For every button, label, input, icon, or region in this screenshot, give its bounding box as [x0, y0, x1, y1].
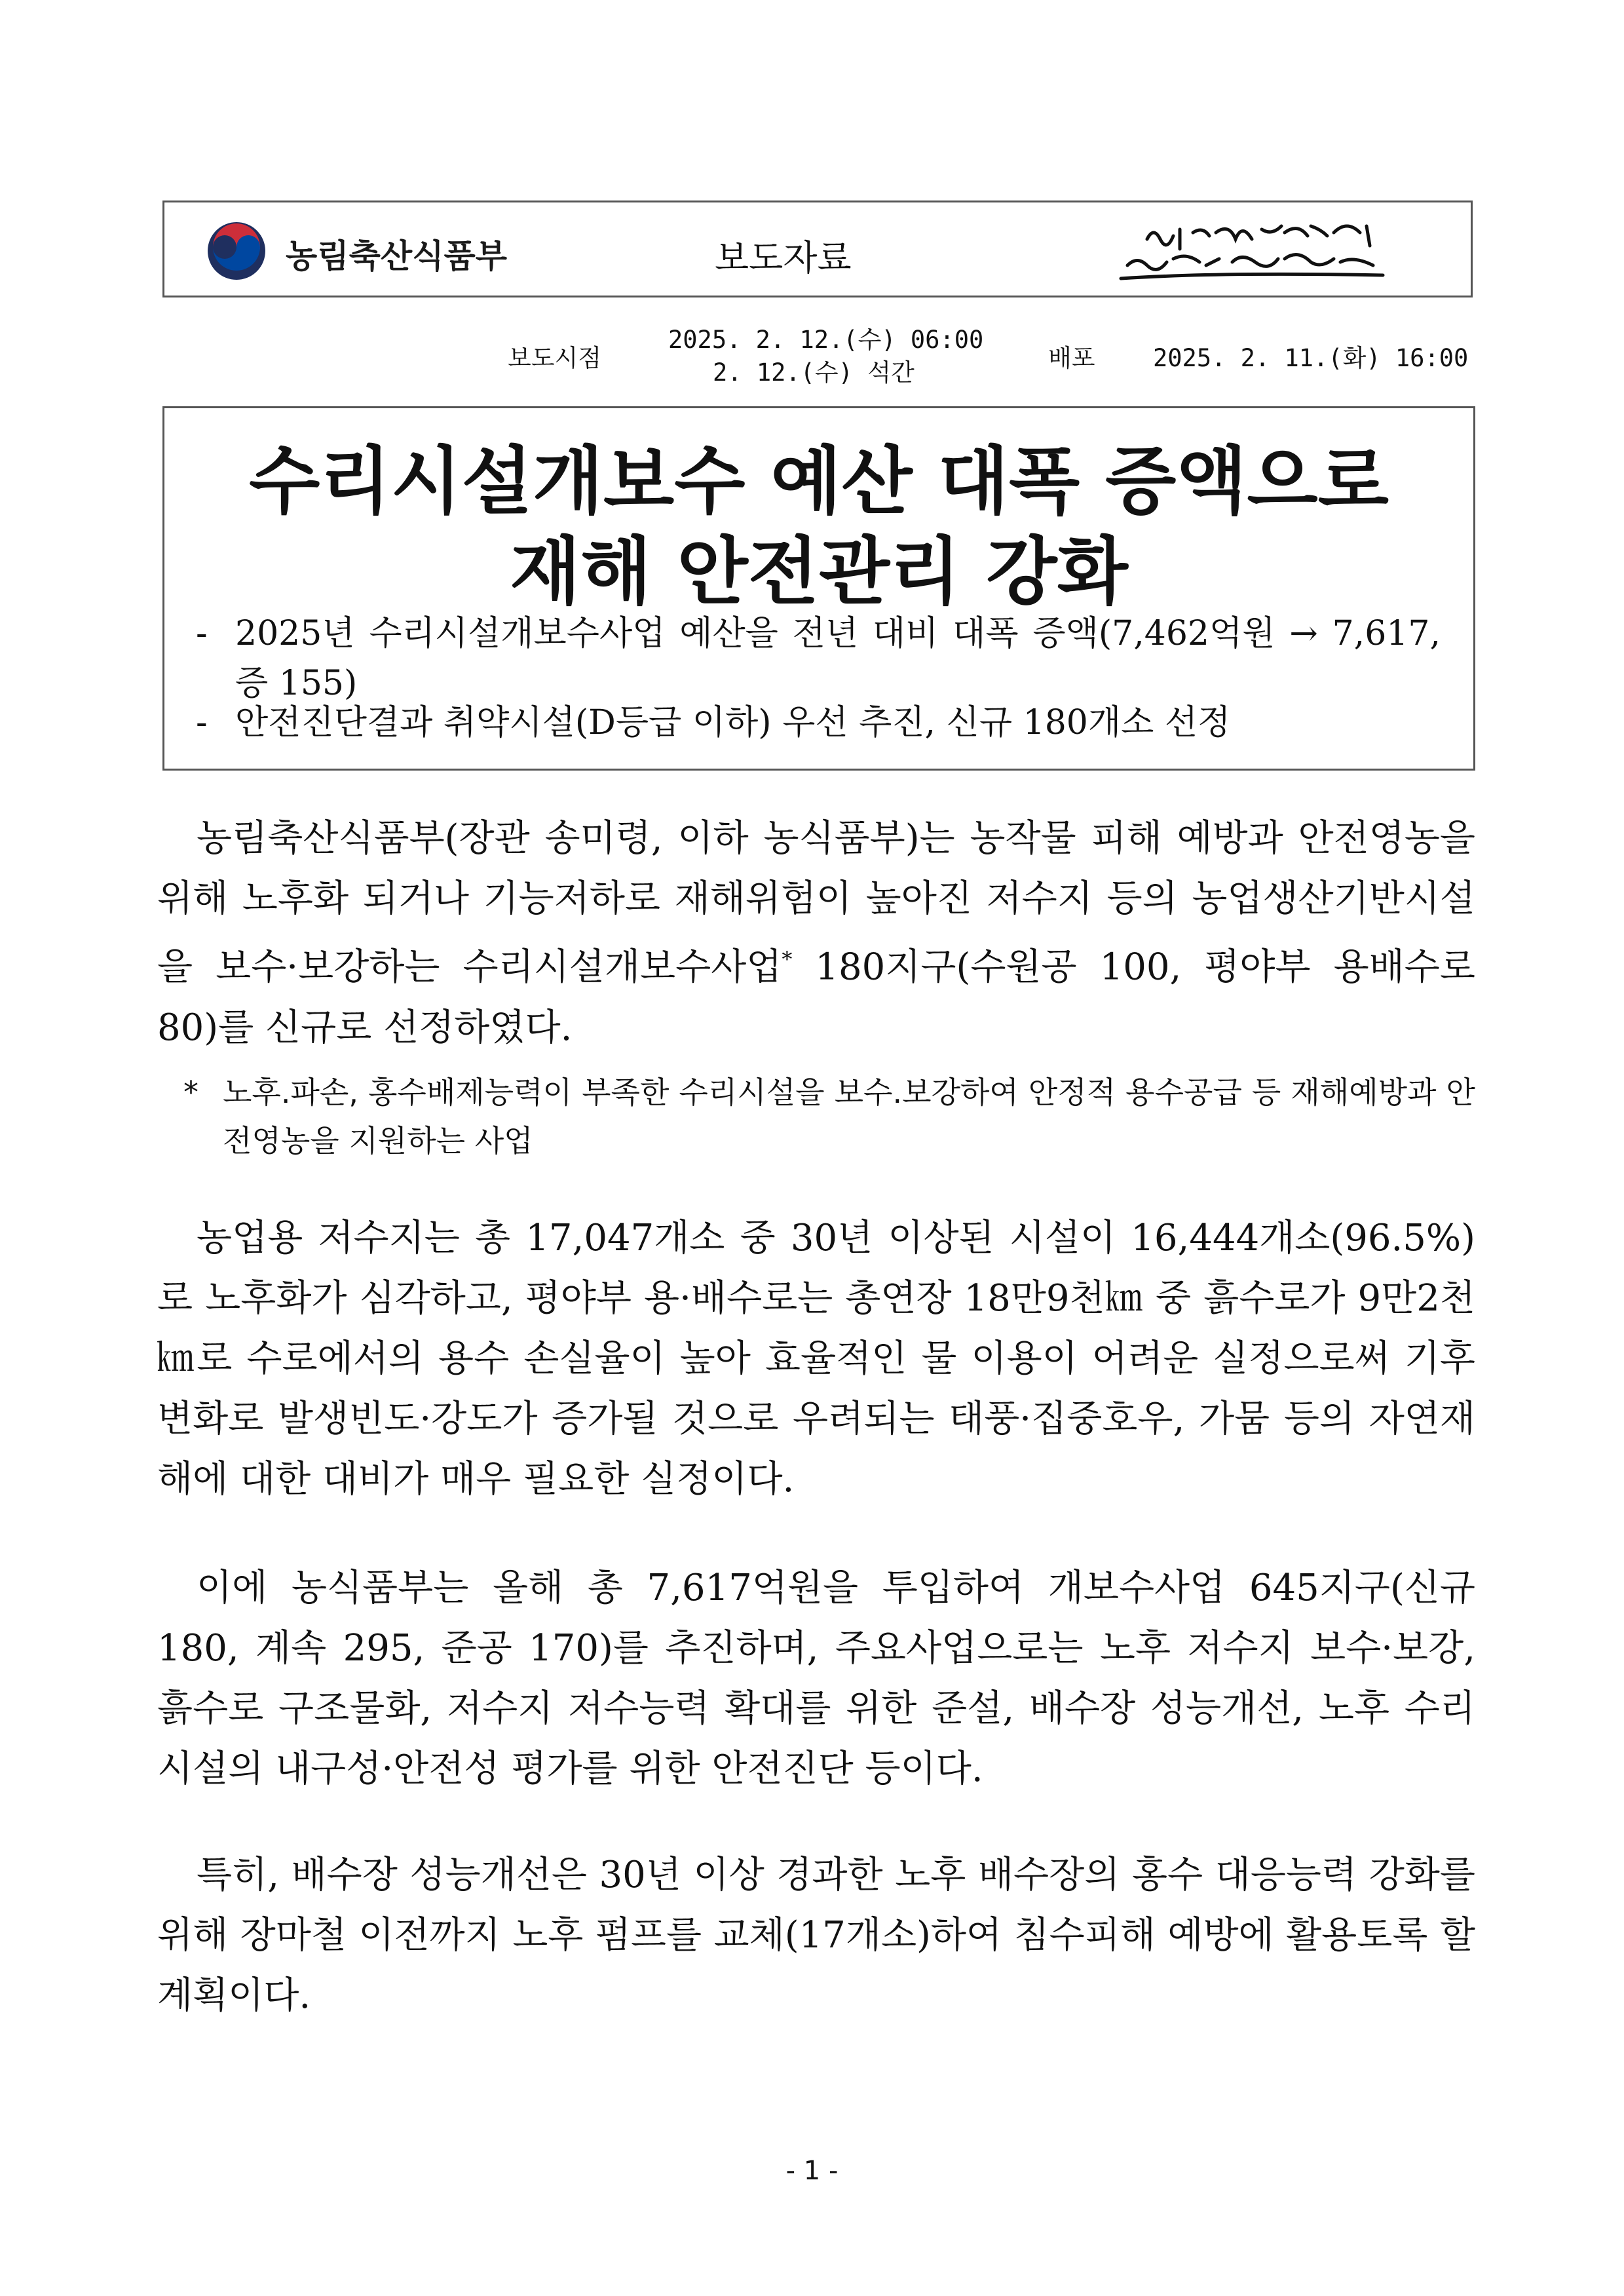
- subtitle-text: 안전진단결과 취약시설(D등급 이하) 우선 추진, 신규 180개소 선정: [235, 703, 1231, 742]
- body-paragraph-4: 특히, 배수장 성능개선은 30년 이상 경과한 노후 배수장의 홍수 대응능력 강화를 위해 장마철 이전까지 노후 펌프를 교체(17개소)하여 침수피해 예방에 활용토록 할 계획이다.: [157, 1854, 1475, 2017]
- headline-line-1: 수리시설개보수 예산 대폭 증액으로: [249, 439, 1389, 524]
- doc-type-label: 보도자료: [715, 237, 852, 278]
- release-time-2: 2. 12.(수) 석간: [713, 358, 915, 387]
- headline-line-2: 재해 안전관리 강화: [510, 529, 1128, 615]
- ministry-logo: [204, 222, 571, 281]
- press-header: [162, 201, 1473, 297]
- body-paragraph-2: 농업용 저수지는 총 17,047개소 중 30년 이상된 시설이 16,444개소(96.5%)로 노후화가 심각하고, 평야부 용·배수로는 총연장 18만9천㎞ 중 흙수로가 9만2천㎞로 수로에서의 용수 손실율이 높아 효율적인 물 이용이 어려운 실정으로써 기후변화로 발생빈도·강도가 증가될 것으로 우려되는 태풍·집중호우, 가뭄 등의 자연재해에 대한 대비가 매우 필요한 실정이다.: [157, 1217, 1475, 1501]
- footnote: * 노후.파손, 홍수배제능력이 부족한 수리시설을 보수.보강하여 안정적 용수공급 등 재해예방과 안전영농을 지원하는 사업: [183, 1068, 1475, 1165]
- subtitle-item: - 2025년 수리시설개보수사업 예산을 전년 대비 대폭 증액(7,462억원 → 7,617, 증 155): [196, 609, 1441, 708]
- handwritten-slogan: [1108, 213, 1416, 292]
- release-time-1: 2025. 2. 12.(수) 06:00: [668, 326, 984, 354]
- release-label: 보도시점: [508, 344, 601, 372]
- body-paragraph-3: 이에 농식품부는 올해 총 7,617억원을 투입하여 개보수사업 645지구(신규 180, 계속 295, 준공 170)를 추진하며, 주요사업으로는 노후 저수지 보수·보강, 흙수로 구조물화, 저수지 저수능력 확대를 위한 준설, 배수장 성능개선, 노후 수리시설의 내구성·안전성 평가를 위한 안전진단 등이다.: [157, 1567, 1475, 1790]
- subtitle-item: - 안전진단결과 취약시설(D등급 이하) 우선 추진, 신규 180개소 선정: [196, 698, 1441, 748]
- ministry-name: 농림축산식품부: [286, 237, 508, 275]
- body-paragraph-1: 농림축산식품부(장관 송미령, 이하 농식품부)는 농작물 피해 예방과 안전영농을 위해 노후화 되거나 기능저하로 재해위험이 높아진 저수지 등의 농업생산기반시설을 보수·보강하는 수리시설개보수사업* 180지구(수원공 100, 평야부 용배수로 80)를 신규로 선정하였다.: [157, 817, 1475, 1049]
- subtitle-text: 2025년 수리시설개보수사업 예산을 전년 대비 대폭 증액(7,462억원 → 7,617, 증 155): [235, 614, 1441, 703]
- footnote-marker: *: [782, 947, 793, 972]
- footnote-text: 노후.파손, 홍수배제능력이 부족한 수리시설을 보수.보강하여 안정적 용수공급 등 재해예방과 안전영농을 지원하는 사업: [223, 1075, 1475, 1158]
- distribution-time: 2025. 2. 11.(화) 16:00: [1153, 344, 1469, 372]
- government-emblem-icon: [204, 218, 269, 284]
- page-number: - 1 -: [785, 2156, 839, 2186]
- headline-box: [162, 406, 1475, 771]
- distribution-label: 배포: [1048, 344, 1095, 372]
